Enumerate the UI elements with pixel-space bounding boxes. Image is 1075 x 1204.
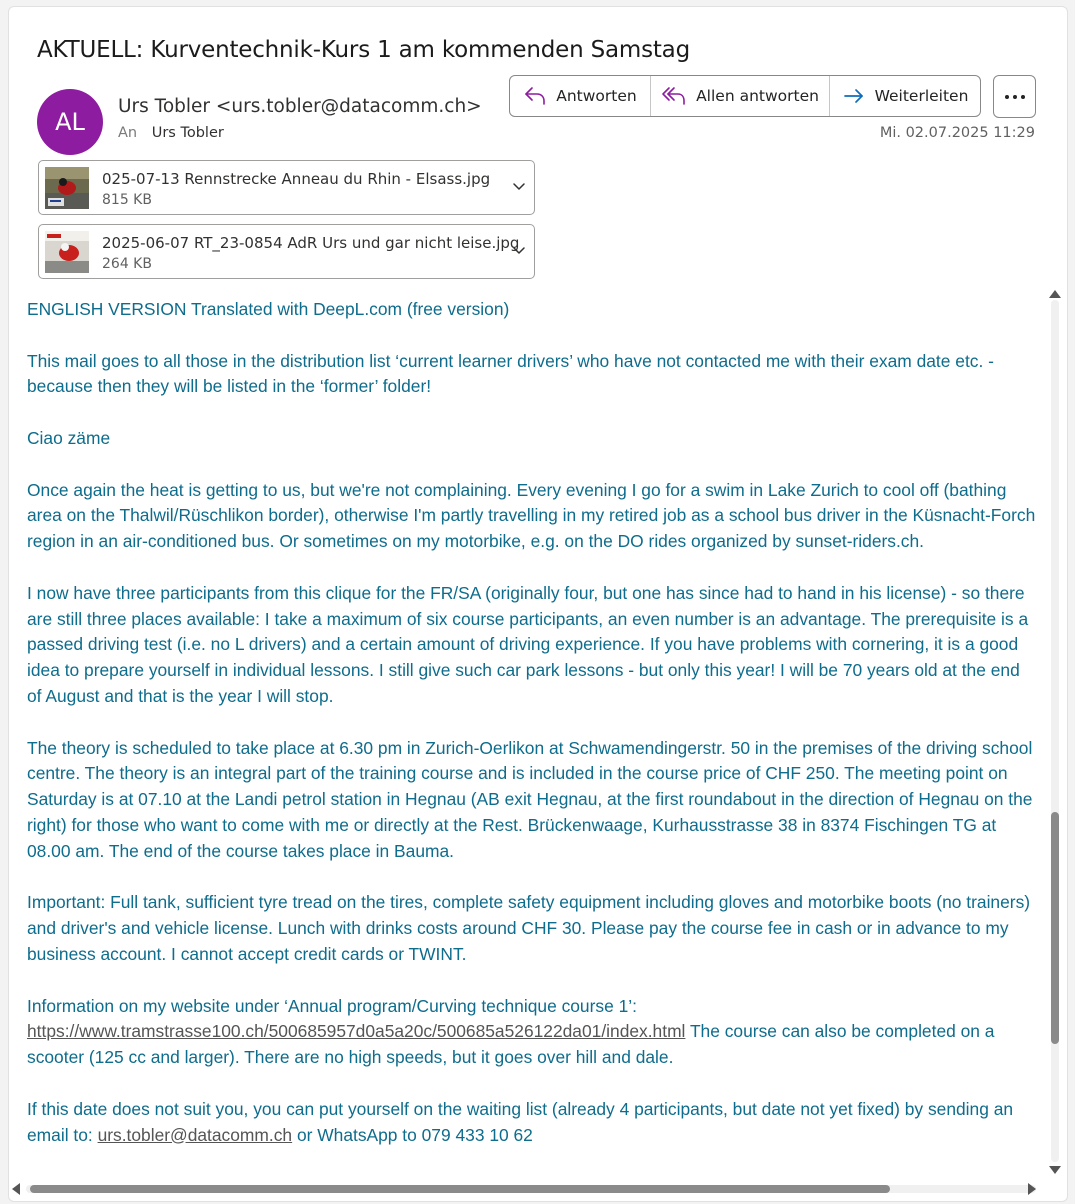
horizontal-scrollbar[interactable] (8, 1180, 1056, 1198)
body-paragraph: This mail goes to all those in the distribution list ‘current learner drivers’ who have not contacted me with their exam date etc. - because then they will be listed in the ‘former’ folder! (27, 350, 994, 397)
more-dot (1013, 95, 1017, 99)
attachment-size: 264 KB (102, 256, 152, 272)
reply-all-button[interactable] (651, 76, 830, 116)
body-paragraph-waitlist (27, 1097, 1037, 1149)
attachment-size: 815 KB (102, 192, 152, 208)
chevron-down-icon[interactable] (512, 243, 526, 257)
forward-button[interactable] (830, 76, 980, 116)
waitlist-intro: If this date does not suit you, you can put yourself on the waiting list (already 4 participants, but date not yet fixed) by sending an email to: (27, 1098, 1014, 1145)
reply-icon (523, 85, 547, 107)
to-label: An (118, 125, 138, 141)
forward-label: Weiterleiten (874, 87, 969, 105)
more-dots-icon (1005, 95, 1009, 99)
scroll-up-icon[interactable] (1049, 290, 1061, 298)
website-link[interactable]: https://www.tramstrasse100.ch/500685957d0a5a20c/500685a526122da01/index.html (27, 1021, 686, 1042)
received-date: Mi. 02.07.2025 11:29 (879, 125, 1035, 141)
body-paragraph: ENGLISH VERSION Translated with DeepL.com (free version) (27, 299, 510, 319)
message-body (27, 297, 1037, 1174)
body-paragraph: Ciao zäme (27, 427, 111, 448)
chevron-down-icon[interactable] (512, 179, 526, 193)
body-paragraph: Once again the heat is getting to us, but we're not complaining. Every evening I go for a swim in Lake Zurich to cool off (bathing area on the Thalwil/Rüschlikon border), otherwise I'm partly travelling in my retired job as a school bus driver in the Küsnacht-Forch region in an air-conditioned bus. Or sometimes on my motorbike, e.g. on the DO rides organized by sunset-riders.ch. (27, 479, 1036, 552)
attachment-thumbnail (45, 167, 89, 209)
email-link[interactable]: urs.tobler@datacomm.ch (97, 1124, 293, 1145)
sender-address[interactable]: Urs Tobler <urs.tobler@datacomm.ch> (118, 96, 482, 117)
recipient-line (118, 125, 224, 141)
body-paragraph: Important: Full tank, sufficient tyre tread on the tires, complete safety equipment including gloves and motorbike boots (no trainers) and driver's and vehicle license. Lunch with drinks costs around CHF 30. Please pay the course fee in cash or in advance to my business account. I cannot accept credit cards or TWINT. (27, 892, 1031, 964)
body-paragraph: The theory is scheduled to take place at 6.30 pm in Zurich-Oerlikon at Schwamendingerstr. 50 in the premises of the driving school centre. The theory is an integral part of the training course and is included in the course price of CHF 250. The meeting point on Saturday is at 07.10 at the Landi petrol station in Hegnau (AB exit Hegnau, at the first roundabout in the direction of Hegnau on the right) for those who want to come with me or directly at the Rest. Brückenwaage, Kurhausstrasse 38 in 8374 Fischingen TG at 08.00 am. The end of the course takes place in Bauma. (27, 737, 1033, 861)
message-actions (509, 75, 981, 117)
attachment-thumbnail (45, 231, 89, 273)
scrollbar-thumb[interactable] (1051, 812, 1059, 1044)
scrollbar-thumb[interactable] (30, 1185, 890, 1193)
forward-arrow-icon (842, 86, 866, 106)
body-paragraph: I now have three participants from this clique for the FR/SA (originally four, but one has since had to hand in his license) - so there are still three places available: I take a maximum of six course participants, an even number is an advantage. The prerequisite is a passed driving test (i.e. no L drivers) and a certain amount of driving experience. If you have problems with cornering, it is a good idea to prepare yourself in individual lessons. I still give such car park lessons - but only this year! I will be 70 years old at the end of August and that is the year I will stop. (27, 582, 1029, 706)
reply-all-icon (661, 85, 687, 107)
body-paragraph-website (27, 994, 1037, 1071)
reply-all-label: Allen antworten (696, 87, 819, 105)
website-rest: The course can also be completed on a scooter (125 cc and larger). There are no high speeds, but it goes over hill and dale. (27, 1021, 995, 1068)
scroll-down-icon[interactable] (1049, 1166, 1061, 1174)
more-actions-button[interactable] (993, 75, 1036, 118)
avatar[interactable]: AL (37, 89, 103, 155)
attachment-card[interactable] (38, 224, 535, 279)
website-intro: Information on my website under ‘Annual program/Curving technique course 1’: (27, 995, 637, 1016)
reply-label: Antworten (556, 87, 637, 105)
vertical-scrollbar[interactable] (1045, 282, 1065, 1182)
recipient-name[interactable]: Urs Tobler (151, 125, 224, 141)
more-dot (1021, 95, 1025, 99)
reply-button[interactable] (510, 76, 651, 116)
attachment-name: 2025-06-07 RT_23-0854 AdR Urs und gar nicht leise.jpg (102, 234, 520, 252)
waitlist-rest: or WhatsApp to 079 433 10 62 (292, 1124, 533, 1145)
email-subject: AKTUELL: Kurventechnik-Kurs 1 am kommenden Samstag (37, 37, 690, 63)
scroll-left-icon[interactable] (12, 1183, 20, 1195)
email-reading-pane (8, 6, 1068, 1202)
attachment-name: 025-07-13 Rennstrecke Anneau du Rhin - Elsass.jpg (102, 170, 491, 188)
scroll-right-icon[interactable] (1028, 1183, 1036, 1195)
attachment-card[interactable] (38, 160, 535, 215)
